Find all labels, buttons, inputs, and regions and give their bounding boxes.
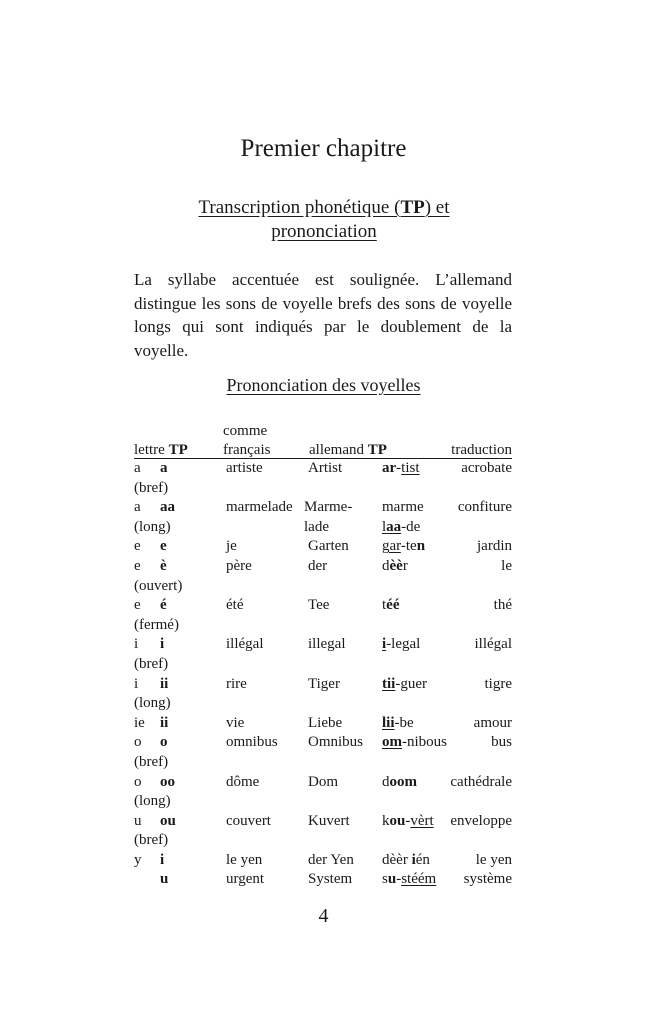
page-number: 4 [318,905,329,927]
intro-paragraph: La syllabe accentuée est soulignée. L’allemand distingue les sons de voyelle brefs des sons de voyelle longs qui sont indiqués par le doublement de la voyelle. [134,270,512,360]
table-header [134,421,512,459]
table-row: a (long) aa marmelade Marme- lade marme laa-de confiture [134,499,512,535]
table-row: o (long) oo dôme Dom doom cathédrale [134,773,512,810]
table-row: e (ouvert) è père der dèèr le [134,557,512,594]
chapter-title: Premier chapitre [240,135,407,162]
section-title: Transcription phonétique (TP) et prononciation [198,197,450,242]
header-allemand: allemand TP [309,442,387,458]
vowel-table [134,421,512,890]
header-francais: français [223,442,271,458]
header-traduction: traduction [451,442,512,458]
table-row: i (bref) i illégal illegal i-legal illégal [134,636,512,672]
table-row: u (bref) ou couvert Kuvert kou-vèrt enveloppe [134,812,512,849]
header-lettre: lettre TP [134,442,188,458]
table-row: o (bref) o omnibus Omnibus om-nibous bus [134,734,512,770]
table-row: y i le yen der Yen dèèr ién le yen [134,851,512,868]
subheading: Prononciation des voyelles [226,375,421,395]
table-row: u urgent System su-stéém système [160,871,512,888]
table-row: i (long) ii rire Tiger tii-guer tigre [134,675,512,712]
table-row: e (fermé) é été Tee téé thé [134,597,512,633]
table-row: ie ii vie Liebe lii-be amour [134,714,512,731]
table-row: e e je Garten gar-ten jardin [134,538,512,555]
table-row: a (bref) a artiste Artist ar-tist acrobate [134,460,512,496]
header-comme: comme [223,423,268,439]
